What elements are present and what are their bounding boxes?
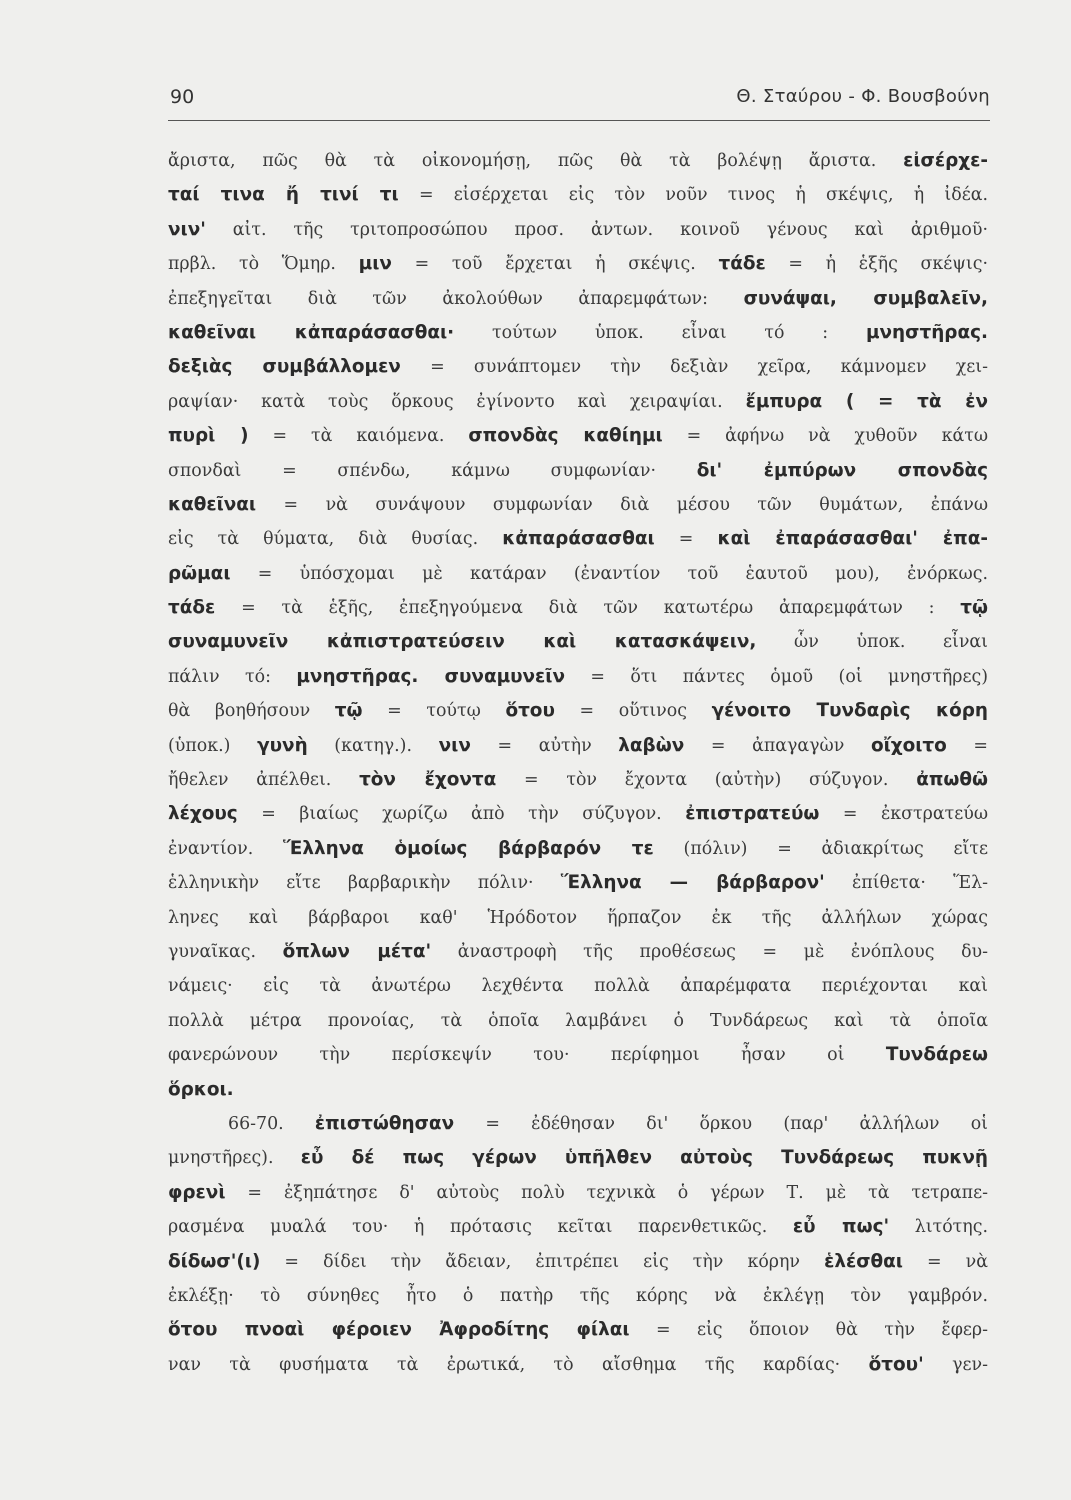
gloss-text: ἀναστροφὴ τῆς προθέσεως = μὲ ἐνόπλους δυ- [431, 941, 988, 962]
text-line [168, 1245, 988, 1279]
gloss-text: = τὸν ἔχοντα (αὐτὴν) σύζυγον. [496, 770, 917, 791]
gloss-text: ἤθελεν ἀπέλθει. [168, 770, 360, 791]
gloss-text: = νὰ συνάψουν συμφωνίαν διὰ μέσου τῶν θυμάτων, ἐπάνω [256, 494, 988, 515]
lemma-term: συνάψαι, συμβαλεῖν, [743, 287, 988, 309]
text-line [168, 1176, 988, 1210]
gloss-text: ραψίαν· κατὰ τοὺς ὅρκους ἐγίνοντο καὶ χειραψίαι. [168, 391, 746, 412]
gloss-text: αἰτ. τῆς τριτοπροσώπου προσ. ἀντων. κοινοῦ γένους καὶ ἀριθμοῦ· [205, 219, 988, 240]
gloss-text: πάλιν τό: [168, 666, 297, 687]
gloss-text: = ὑπόσχομαι μὲ κατάραν (ἐναντίον τοῦ ἑαυτοῦ μου), ἐνόρκως. [230, 563, 988, 584]
text-line [168, 557, 988, 591]
text-line [168, 282, 988, 316]
text-line [168, 866, 988, 900]
gloss-text: = [654, 529, 718, 550]
gloss-text: θὰ βοηθήσουν [168, 701, 335, 722]
lemma-term: εὖ πως' [792, 1216, 890, 1238]
text-line [168, 694, 988, 728]
lemma-term: γένοιτο Τυνδαρὶς κόρη [711, 700, 988, 722]
gloss-text: = ἡ ἑξῆς σκέψις· [765, 254, 988, 275]
gloss-text: = συνάπτομεν τὴν δεξιὰν χεῖρα, κάμνομεν χει- [400, 357, 988, 378]
gloss-text: = ἐδέθησαν δι' ὅρκου (παρ' ἀλλήλων οἱ [454, 1113, 988, 1134]
text-line [168, 625, 988, 659]
page-header [168, 80, 990, 121]
lemma-term: ὅπλων μέτα' [282, 940, 432, 962]
gloss-text: ληνες καὶ βάρβαροι καθ' Ἡρόδοτον ἥρπαζον ἐκ τῆς ἀλλήλων χώρας [168, 907, 988, 928]
lemma-term: λαβὼν [618, 734, 685, 756]
running-head: Θ. Σταύρου - Φ. Βουσβούνη [736, 86, 990, 107]
gloss-text: 66-70. [228, 1113, 315, 1134]
lemma-term: κἀπαράσασθαι [502, 528, 655, 550]
text-line [168, 316, 988, 350]
gloss-text: = τὰ καιόμενα. [248, 426, 469, 447]
lemma-term: τὸν ἔχοντα [359, 769, 497, 791]
text-line [168, 522, 988, 556]
lemma-term: γυνὴ [257, 734, 308, 756]
lemma-term: εἰσέρχε- [903, 150, 988, 171]
text-line [168, 729, 988, 763]
lemma-term: τῷ [960, 597, 988, 619]
lemma-term: δεξιὰς συμβάλλομεν [168, 356, 401, 378]
gloss-text: = δίδει τὴν ἄδειαν, ἐπιτρέπει εἰς τὴν κόρην [260, 1251, 825, 1272]
gloss-text: = ἀφήνω νὰ χυθοῦν κάτω [662, 426, 988, 447]
lemma-term: νιν' [168, 218, 206, 240]
text-line [168, 419, 988, 453]
text-line [168, 832, 988, 866]
text-line [168, 385, 988, 419]
gloss-text: ἐκλέξῃ· τὸ σύνηθες ἦτο ὁ πατὴρ τῆς κόρης νὰ ἐκλέγῃ τὸν γαμβρόν. [168, 1285, 988, 1306]
commentary-text [168, 144, 988, 1382]
gloss-text: = ἐξηπάτησε δ' αὐτοὺς πολὺ τεχνικὰ ὁ γέρων Τ. μὲ τὰ τετραπε- [225, 1182, 988, 1203]
text-line [168, 969, 988, 1003]
gloss-text: γυναῖκας. [168, 941, 283, 962]
gloss-text: = οὕτινος [554, 701, 712, 722]
gloss-text: (πόλιν) = ἀδιακρίτως εἴτε [653, 838, 988, 859]
gloss-text: = ἐκστρατεύω [819, 804, 988, 825]
lemma-term: καθεῖναι κἀπαράσασθαι· [168, 321, 455, 343]
gloss-text: = τὰ ἑξῆς, ἐπεξηγούμενα διὰ τῶν κατωτέρω ἀπαρεμφάτων : [215, 598, 961, 619]
gloss-text: (ὑποκ.) [168, 735, 258, 756]
text-line [168, 144, 988, 178]
lemma-term: Ἕλληνα ὁμοίως βάρβαρόν τε [283, 837, 654, 859]
text-line [168, 350, 988, 384]
gloss-text: ἐπίθετα· Ἕλ- [824, 873, 988, 894]
lemma-term: νιν [438, 734, 471, 756]
lemma-term: ἑλέσθαι [824, 1250, 903, 1272]
text-line [168, 591, 988, 625]
lemma-term: ρῶμαι [168, 562, 231, 584]
gloss-text: = τοῦ ἔρχεται ἡ σκέψις. [391, 254, 719, 275]
gloss-text: μνηστῆρες). [168, 1148, 301, 1169]
text-line [168, 1141, 988, 1175]
gloss-text: = ὅτι πάντες ὁμοῦ (οἱ μνηστῆρες) [565, 666, 988, 687]
gloss-text: = εἰς ὅποιον θὰ τὴν ἔφερ- [629, 1320, 988, 1341]
text-line [168, 1038, 988, 1072]
text-line [168, 1210, 988, 1244]
text-line [168, 178, 988, 212]
text-line [168, 488, 988, 522]
lemma-term: σπονδὰς καθίημι [468, 425, 663, 447]
lemma-term: ταί τινα ἤ τινί τι [168, 184, 399, 206]
lemma-term: ἀπωθῶ [916, 769, 988, 791]
gloss-text: ἐναντίον. [168, 838, 284, 859]
gloss-text: = νὰ [902, 1251, 988, 1272]
lemma-term: ἐπιστώθησαν [314, 1112, 455, 1134]
gloss-text: = [946, 735, 988, 756]
gloss-text: τούτων ὑποκ. εἶναι τό : [454, 322, 866, 343]
lemma-term: μιν [358, 253, 392, 275]
gloss-text: ἄριστα, πῶς θὰ τὰ οἰκονομήσῃ, πῶς θὰ τὰ βολέψῃ ἄριστα. [168, 151, 904, 171]
gloss-text: = βιαίως χωρίζω ἀπὸ τὴν σύζυγον. [237, 804, 686, 825]
lemma-term: ὅτου' [868, 1353, 924, 1375]
gloss-text: νάμεις· εἰς τὰ ἀνωτέρω λεχθέντα πολλὰ ἀπαρέμφατα περιέχονται καὶ [168, 976, 988, 997]
gloss-text: (κατηγ.). [307, 735, 439, 756]
lemma-term: καὶ ἐπαράσασθαι' ἐπα- [717, 528, 988, 550]
lemma-term: λέχους [168, 803, 238, 825]
lemma-term: μνηστῆρας. συναμυνεῖν [296, 665, 565, 687]
gloss-text: ρασμένα μυαλά του· ἡ πρότασις κεῖται παρενθετικῶς. [168, 1217, 793, 1238]
lemma-term: ὅτου [505, 700, 555, 722]
text-line [168, 1348, 988, 1382]
lemma-term: τάδε [168, 597, 216, 619]
lemma-term: οἴχοιτο [870, 734, 947, 756]
text-line [168, 1073, 988, 1107]
text-line [168, 1313, 988, 1347]
lemma-term: φρενὶ [168, 1181, 226, 1203]
text-line [168, 901, 988, 935]
gloss-text: = αὐτὴν [470, 735, 619, 756]
lemma-term: δι' ἐμπύρων σπονδὰς [696, 459, 988, 481]
gloss-text: γεν- [923, 1354, 988, 1375]
lemma-term: ὅρκοι. [168, 1078, 234, 1100]
text-line [168, 935, 988, 969]
gloss-text: εἰς τὰ θύματα, διὰ θυσίας. [168, 529, 503, 550]
text-line [168, 1004, 988, 1038]
gloss-text: σπονδαὶ = σπένδω, κάμνω συμφωνίαν· [168, 460, 697, 481]
text-line [168, 247, 988, 281]
lemma-term: Τυνδάρεω [885, 1044, 988, 1066]
lemma-term: Ἕλληνα — βάρβαρον' [560, 872, 825, 894]
gloss-text: = ἀπαγαγὼν [684, 735, 871, 756]
text-line [168, 1107, 988, 1141]
text-line [168, 1279, 988, 1313]
lemma-term: δίδωσ'(ι) [168, 1250, 261, 1272]
gloss-text: λιτότης. [889, 1217, 988, 1238]
lemma-term: εὖ δέ πως γέρων ὑπῆλθεν αὐτοὺς Τυνδάρεως πυκνῇ [300, 1147, 988, 1169]
text-line [168, 763, 988, 797]
gloss-text: = εἰσέρχεται εἰς τὸν νοῦν τινος ἡ σκέψις, ἡ ἰδέα. [398, 185, 988, 206]
lemma-term: πυρὶ ) [168, 425, 249, 447]
gloss-text: ναν τὰ φυσήματα τὰ ἐρωτικά, τὸ αἴσθημα τῆς καρδίας· [168, 1354, 869, 1375]
gloss-text: = τούτῳ [362, 701, 506, 722]
lemma-term: καθεῖναι [168, 493, 257, 515]
lemma-term: ὅτου πνοαὶ φέροιεν Ἀφροδίτης φίλαι [168, 1319, 630, 1341]
gloss-text: φανερώνουν τὴν περίσκεψίν του· περίφημοι ἦσαν οἱ [168, 1045, 886, 1066]
gloss-text: πολλὰ μέτρα προνοίας, τὰ ὁποῖα λαμβάνει ὁ Τυνδάρεως καὶ τὰ ὁποῖα [168, 1010, 988, 1031]
gloss-text: ὧν ὑποκ. εἶναι [756, 632, 988, 653]
gloss-text: ἑλληνικὴν εἴτε βαρβαρικὴν πόλιν· [168, 873, 561, 894]
text-line [168, 213, 988, 247]
lemma-term: ἔμπυρα ( = τὰ ἐν [745, 390, 988, 412]
lemma-term: τῷ [334, 700, 363, 722]
lemma-term: μνηστῆρας. [865, 321, 988, 343]
text-line [168, 797, 988, 831]
page-number: 90 [170, 86, 195, 108]
gloss-text: πρβλ. τὸ Ὅμηρ. [168, 254, 359, 275]
text-line [168, 454, 988, 488]
lemma-term: τάδε [718, 253, 766, 275]
lemma-term: συναμυνεῖν κἀπιστρατεύσειν καὶ κατασκάψειν, [168, 631, 757, 653]
gloss-text: ἐπεξηγεῖται διὰ τῶν ἀκολούθων ἀπαρεμφάτων: [168, 288, 744, 309]
lemma-term: ἐπιστρατεύω [685, 803, 820, 825]
text-line [168, 660, 988, 694]
